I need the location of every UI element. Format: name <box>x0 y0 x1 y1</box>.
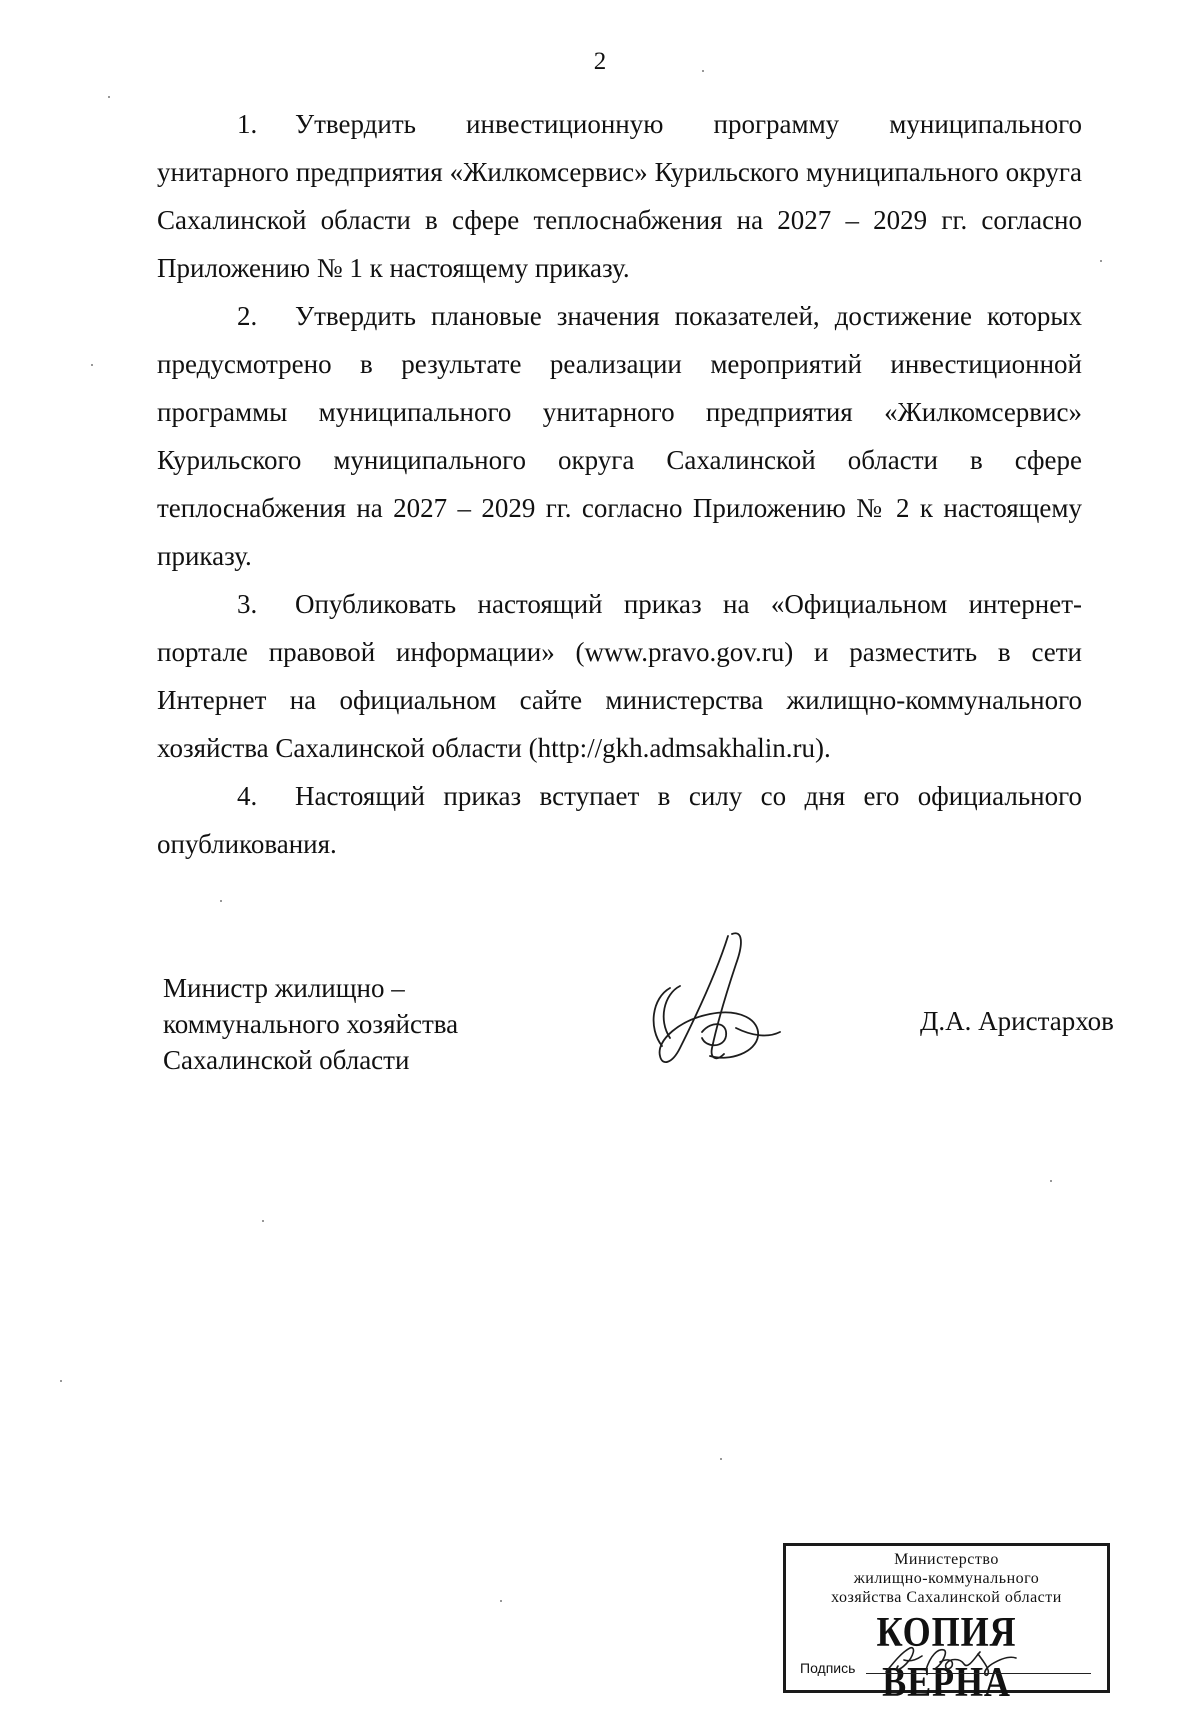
position-line: Сахалинской области <box>163 1045 410 1075</box>
paragraph-number: 1. <box>237 109 258 139</box>
handwritten-signature <box>640 928 790 1076</box>
stamp-title: КОПИЯ ВЕРНА <box>876 1610 1017 1706</box>
stamp-signature-row <box>800 1646 1097 1678</box>
scan-speck <box>702 70 704 72</box>
paragraph-number: 3. <box>237 589 258 619</box>
scan-speck <box>720 1458 722 1460</box>
paragraph-item <box>157 292 1082 580</box>
scan-speck <box>91 364 93 366</box>
paragraph-item <box>157 100 1082 292</box>
stamp-org-line: Министерство <box>894 1551 999 1568</box>
scan-speck <box>60 1380 62 1382</box>
copy-certified-stamp <box>783 1543 1110 1706</box>
scan-speck <box>108 96 110 98</box>
scan-speck <box>262 1220 264 1222</box>
stamp-handwritten-signature <box>880 1642 1020 1678</box>
scan-speck <box>1100 260 1102 262</box>
page-number: 2 <box>593 48 607 75</box>
paragraph-text: Утвердить инвестиционную программу муниципального унитарного предприятия «Жилкомсервис» Курильского муниципального округа Сахалинской области в сфере теплоснабжения на 2027 – 2029 гг. согласно Приложению № 1 к настоящему приказу. <box>157 109 1082 283</box>
paragraph-text: Настоящий приказ вступает в силу со дня его официального опубликования. <box>157 781 1082 859</box>
scan-speck <box>500 1600 502 1602</box>
paragraph-text: Утвердить плановые значения показателей, достижение которых предусмотрено в результате реализации мероприятий инвестиционной программы муниципального унитарного предприятия «Жилкомсервис» Курильского муниципального округа Сахалинской области в сфере теплоснабжения на 2027 – 2029 гг. согласно Приложению № 2 к настоящему приказу. <box>157 301 1082 571</box>
scan-speck <box>220 900 222 902</box>
paragraph-item <box>157 580 1082 772</box>
paragraph-number: 2. <box>237 301 258 331</box>
paragraph-text: Опубликовать настоящий приказ на «Официальном интернет-портале правовой информации» (www.pravo.gov.ru) и разместить в сети Интернет на официальном сайте министерства жилищно-коммунального хозяйства Сахалинской области (http://gkh.admsakhalin.ru). <box>157 589 1082 763</box>
paragraph-number: 4. <box>237 781 258 811</box>
scan-speck <box>1050 1180 1052 1182</box>
position-line: коммунального хозяйства <box>163 1009 459 1039</box>
stamp-org-line: жилищно-коммунального <box>853 1570 1040 1587</box>
signatory-position <box>163 970 458 1078</box>
paragraph-item <box>157 772 1082 868</box>
order-body <box>157 100 1082 868</box>
stamp-org-line: хозяйства Сахалинской области <box>831 1589 1062 1606</box>
signer-name: Д.А. Аристархов <box>920 1006 1114 1036</box>
stamp-sign-label: Подпись <box>800 1660 856 1676</box>
position-line: Министр жилищно – <box>163 973 405 1003</box>
